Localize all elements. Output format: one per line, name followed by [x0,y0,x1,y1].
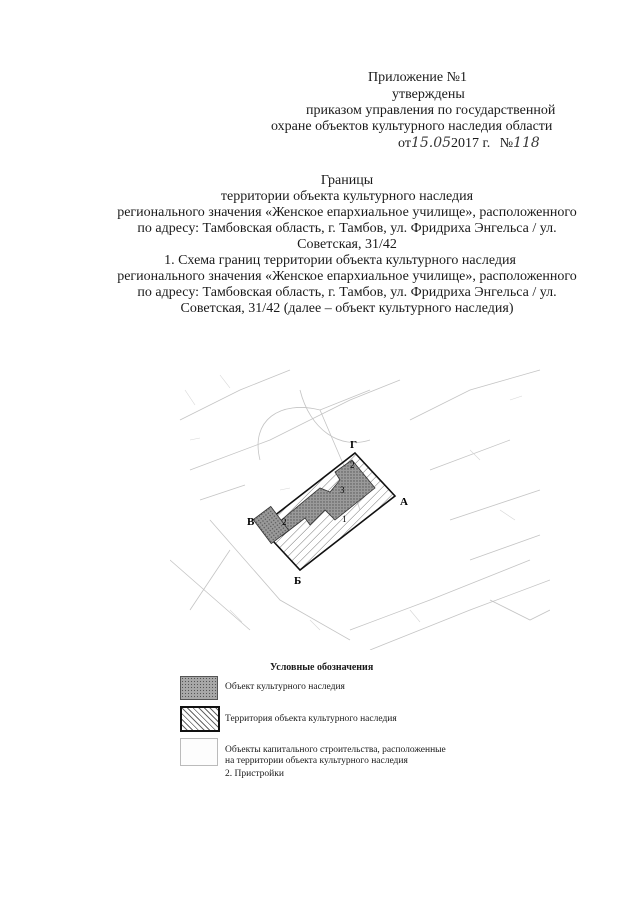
annex-number-2b: 2 [282,517,287,527]
section-line-2: регионального значения «Женское епархиальное училище», расположенного [117,269,577,284]
legend-swatch-territory [180,706,220,732]
number-handwritten: 118 [513,135,540,151]
corner-label-g: Г [350,439,357,451]
section-line-1: 1. Схема границ территории объекта культурного наследия [164,253,516,268]
legend-label-capital-objects-1: Объекты капитального строительства, расположенные [225,745,446,755]
title-line-3: регионального значения «Женское епархиальное училище», расположенного [117,205,577,220]
building-number-3: 3 [340,485,345,495]
annex-number-2: 2 [350,460,355,470]
legend-label-territory: Территория объекта культурного наследия [225,714,397,724]
title-line-5: Советская, 31/42 [297,237,397,252]
number-prefix: № [499,136,514,151]
section-line-4: Советская, 31/42 (далее – объект культурного наследия) [180,301,514,316]
legend-swatch-capital-objects [180,738,218,766]
date-year: 2017 г. [451,136,491,151]
date-number-line [398,135,540,152]
legend-title: Условные обозначения [270,662,374,673]
boundary-map [170,360,550,650]
order-line: приказом управления по государственной [306,103,556,118]
corner-label-b: Б [294,575,302,587]
legend-label-annexes: 2. Пристройки [225,769,284,779]
legend-label-capital-objects-2: на территории объекта культурного наследия [225,756,408,766]
legend-swatch-heritage [180,676,218,700]
building-number-1: 1 [342,514,347,524]
corner-label-v: В [247,516,255,528]
title-line-4: по адресу: Тамбовская область, г. Тамбов, ул. Фридриха Энгельса / ул. [137,221,557,236]
date-handwritten: 15.05 [410,135,452,151]
department-line: охране объектов культурного наследия области [271,119,553,134]
corner-label-a: А [400,496,408,508]
title-borders: Границы [320,173,374,188]
appendix-number: Приложение №1 [368,70,467,85]
approved-label: утверждены [392,87,465,102]
legend-label-heritage: Объект культурного наследия [225,682,345,692]
date-prefix: от [398,136,411,151]
section-line-3: по адресу: Тамбовская область, г. Тамбов, ул. Фридриха Энгельса / ул. [137,285,557,300]
title-line-2: территории объекта культурного наследия [220,189,474,204]
